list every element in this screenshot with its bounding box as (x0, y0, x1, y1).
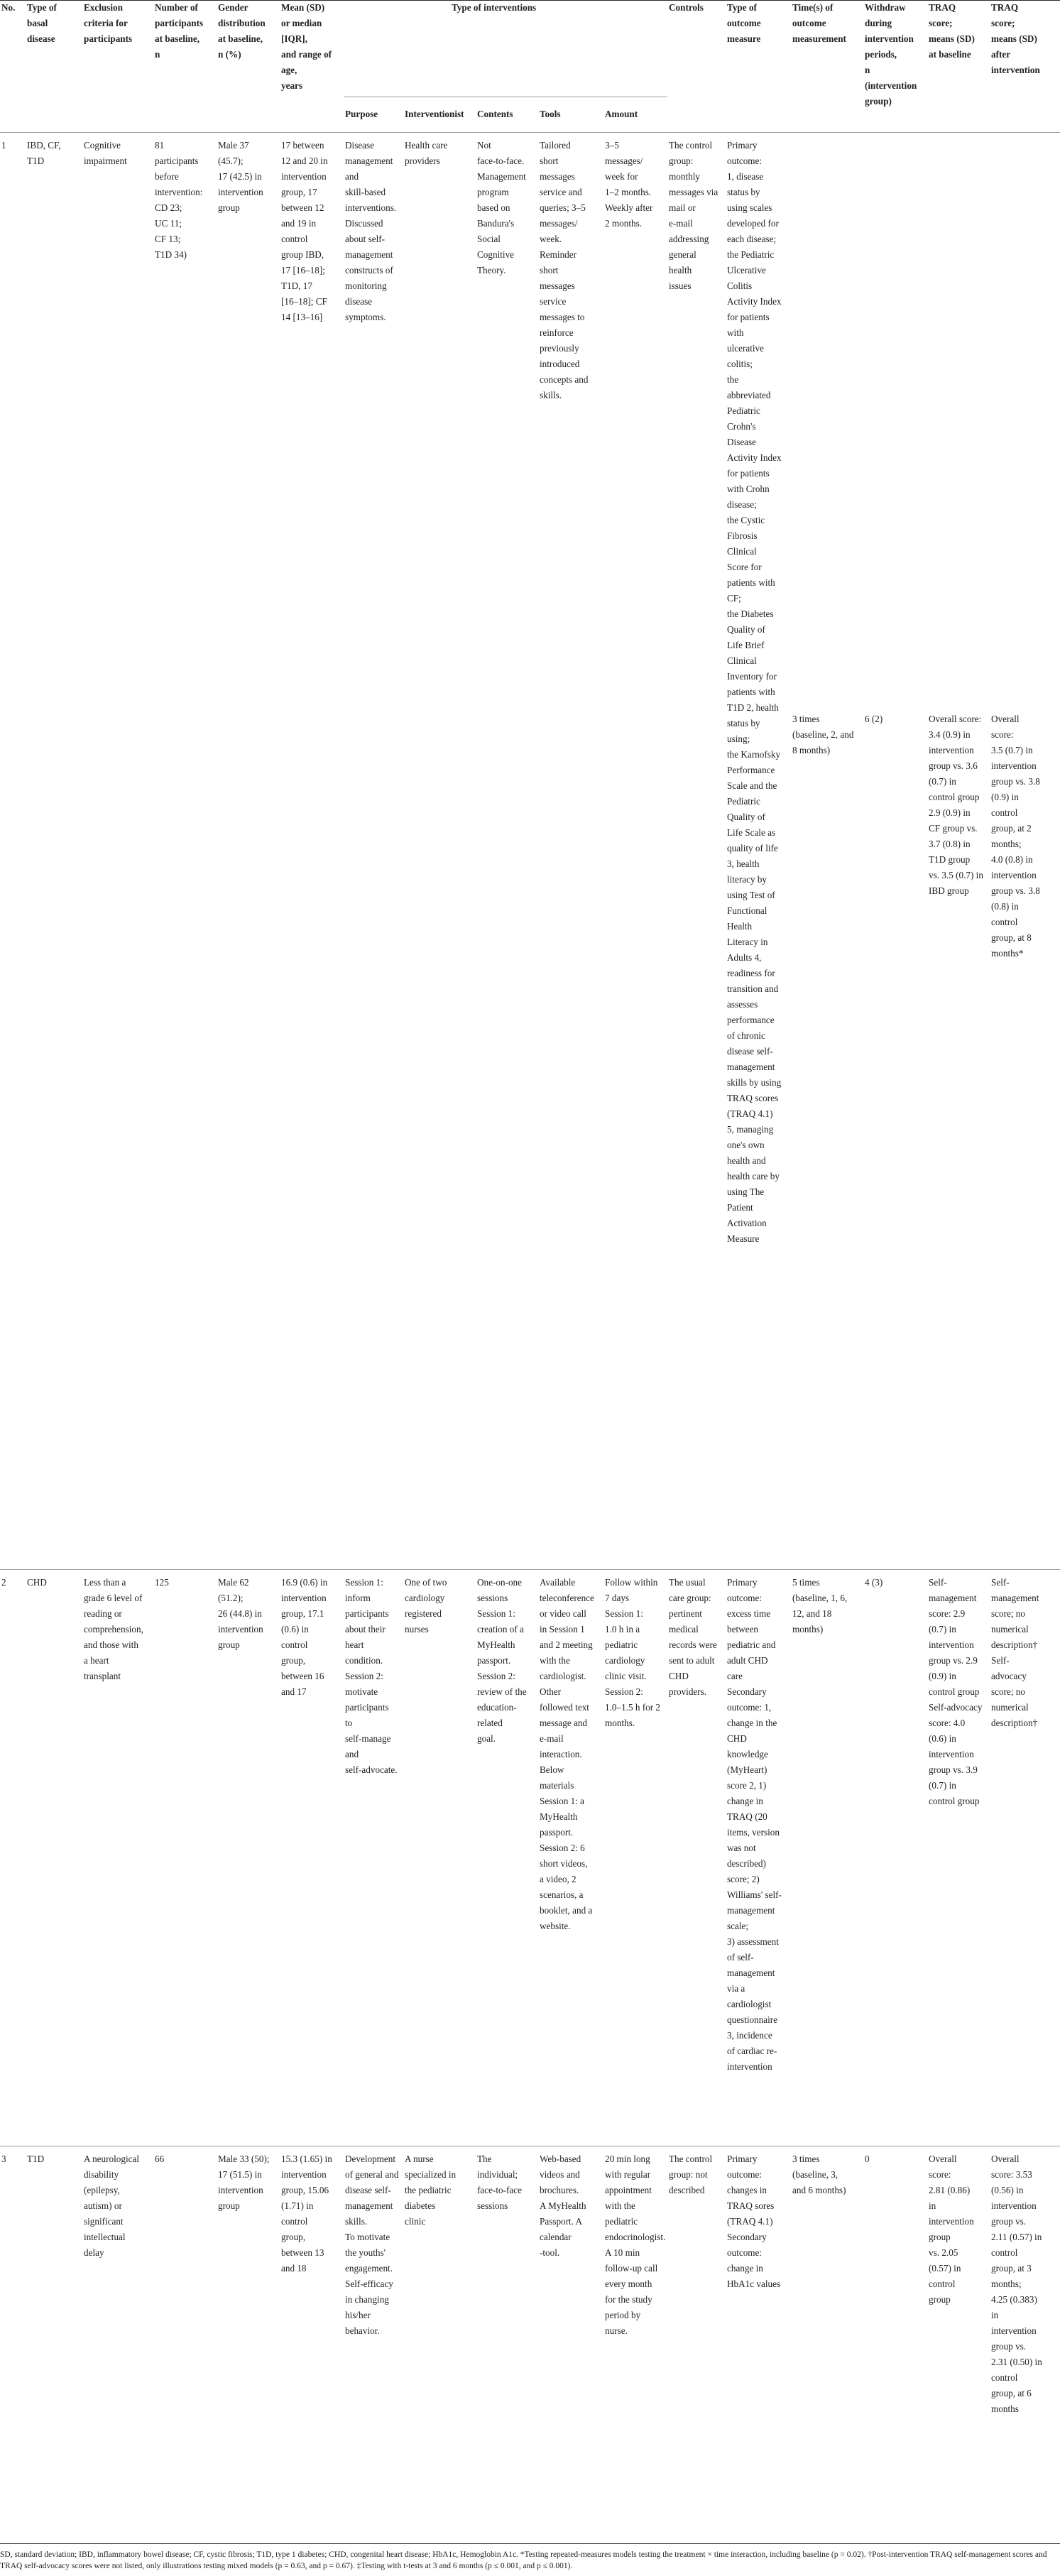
row3-amount: 20 min long with regular appointment with the pediatric endocrinologist. A 10 min follow-up call every month for the study period by nurse. (605, 2154, 666, 2336)
header-interventionist: Interventionist (405, 109, 464, 119)
row3-outcome: Primary outcome: changes in TRAQ sores (TRAQ 4.1) Secondary outcome: change in HbA1c values (727, 2154, 781, 2289)
row3-no: 3 (1, 2154, 6, 2164)
row3-contents: The individual; face-to-face sessions (477, 2154, 522, 2211)
header-controls: Controls (669, 2, 704, 13)
row1-bottom-rule (0, 1569, 1060, 1570)
header-outcome: Type of outcome measure (727, 2, 761, 44)
row2-purpose: Session 1: inform participants about their heart condition. Session 2: motivate participants to self-manage and self-advocate. (345, 1577, 398, 1775)
row2-traq-after: Self- management score; no numerical description† Self- advocacy score; no numerical description† (991, 1577, 1039, 1728)
row1-times: 3 times (baseline, 2, and 8 months) (792, 714, 854, 755)
row1-outcome: Primary outcome: 1, disease status by using scales developed for each disease; the Pediatric Ulcerative Colitis Activity Index for patients with ulcerative colitis; the abbreviated Pediatric Crohn's Disease Activity Index for patients with Crohn disease; the Cystic Fibrosis Clinical Score for patients with CF; the Diabetes Quality of Life Brief Clinical Inventory for patients with T1D 2, health status by using; the Karnofsky Performance Scale and the Pediatric Quality of Life Scale as quality of life 3, health literacy by using Test of Functional Health Literacy in Adults 4, readiness for transition and assesses performance of chronic disease self- management skills by using TRAQ scores (TRAQ 4.1) 5, managing one's own health and health care by using The Patient Activation Measure (727, 140, 782, 1244)
row1-age: 17 between 12 and 20 in intervention group, 17 between 12 and 19 in control group IBD, 17 [16–18]; T1D, 17 [16–18]; CF 14 [13–16] (281, 140, 328, 322)
row2-exclusion: Less than a grade 6 level of reading or comprehension, and those with a heart transplant (84, 1577, 143, 1681)
row1-traq-after: Overall score: 3.5 (0.7) in intervention group vs. 3.8 (0.9) in control group, at 2 months; 4.0 (0.8) in intervention group vs. 3.8 (0.8) in control group, at 8 months* (991, 714, 1040, 959)
row2-times: 5 times (baseline, 1, 6, 12, and 18 months) (792, 1577, 848, 1634)
row1-purpose: Disease management and skill-based interventions. Discussed about self- management constructs of monitoring disease symptoms. (345, 140, 397, 322)
row2-tools: Available teleconference or video call in Session 1 and 2 meeting with the cardiologist. Other followed text message and e-mail interaction. Below materials Session 1: a MyHealth passport. Session 2: 6 short videos, a video, 2 scenarios, a booklet, and a website. (540, 1577, 594, 1931)
row1-traq-baseline: Overall score: 3.4 (0.9) in intervention group vs. 3.6 (0.7) in control group 2.9 (0.9) in CF group vs. 3.7 (0.8) in T1D group vs. 3.5 (0.7) in IBD group (929, 714, 983, 896)
row1-gender: Male 37 (45.7); 17 (42.5) in intervention group (218, 140, 263, 213)
row1-controls: The control group: monthly messages via mail or e-mail addressing general health issues (669, 140, 718, 291)
row2-contents: One-on-one sessions Session 1: creation of a MyHealth passport. Session 2: review of the education- related goal. (477, 1577, 527, 1744)
header-withdraw: Withdraw during intervention periods, n (intervention group) (865, 2, 917, 107)
row3-exclusion: A neurological disability (epilepsy, autism) or significant intellectual delay (84, 2154, 140, 2258)
row3-participants: 66 (155, 2154, 165, 2164)
row1-withdraw: 6 (2) (865, 714, 883, 724)
row2-controls: The usual care group: pertinent medical records were sent to adult CHD providers. (669, 1577, 717, 1697)
header-no: No. (1, 2, 16, 13)
row2-gender: Male 62 (51.2); 26 (44.8) in intervention group (218, 1577, 263, 1650)
row1-contents: Not face-to-face. Management program based on Bandura's Social Cognitive Theory. (477, 140, 526, 275)
header-basal-disease: Type of basal disease (27, 2, 57, 44)
row3-withdraw: 0 (865, 2154, 870, 2164)
table-footnote (0, 2549, 1058, 2572)
header-age: Mean (SD) or median [IQR], and range of age, years (281, 2, 332, 91)
header-traq-after: TRAQ score; means (SD) after intervention (991, 2, 1040, 75)
row2-outcome: Primary outcome: excess time between pediatric and adult CHD care Secondary outcome: 1, change in the CHD knowledge (MyHeart) score 2, 1) change in TRAQ (20 items, version was not described) score; 2) Williams' self- management scale; 3) assessment of self- management via a cardiologist questionnaire 3, incidence of cardiac re- intervention (727, 1577, 782, 2072)
header-amount: Amount (605, 109, 638, 119)
row3-traq-after: Overall score: 3.53 (0.56) in intervention group vs. 2.11 (0.57) in control group, at 3 months; 4.25 (0.383) in intervention group vs. 2.31 (0.50) in control group, at 6 months (991, 2154, 1042, 2414)
row2-no: 2 (1, 1577, 6, 1588)
row3-controls: The control group: not described (669, 2154, 713, 2195)
row2-basal: CHD (27, 1577, 47, 1588)
row2-age: 16.9 (0.6) in intervention group, 17.1 (0.6) in control group, between 16 and 17 (281, 1577, 328, 1697)
row2-withdraw: 4 (3) (865, 1577, 883, 1588)
header-gender: Gender distribution at baseline, n (%) (218, 2, 266, 60)
header-participants: Number of participants at baseline, n (155, 2, 204, 60)
header-times: Time(s) of outcome measurement (792, 2, 846, 44)
row3-traq-baseline: Overall score: 2.81 (0.86) in intervention group vs. 2.05 (0.57) in control group (929, 2154, 974, 2305)
header-exclusion: Exclusion criteria for participants (84, 2, 133, 44)
row1-amount: 3–5 messages/ week for 1–2 months. Weekly after 2 months. (605, 140, 653, 229)
footnote-text: SD, standard deviation; IBD, inflammatory bowel disease; CF, cystic fibrosis; T1D, type 1 diabetes; CHD, congenital heart disease; HbA1c, Hemoglobin A1c. *Testing repeated-measures models testing the treatment × time interaction, including baseline (p = 0.02). †Post-intervention TRAQ self-management scores and TRAQ self-advocacy scores were not listed, only illustrations testing mixed models (p = 0.63, and p = 0.67). ‡Testing with t-tests at 3 and 6 months (p ≤ 0.001, and p ≤ 0.001). (0, 2550, 1047, 2570)
row3-purpose: Development of general and disease self- management skills. To motivate the youths' engagement. Self-efficacy in changing his/her behavior. (345, 2154, 399, 2336)
row3-tools: Web-based videos and brochures. A MyHealth Passport. A calendar -tool. (540, 2154, 586, 2258)
table-bottom-rule (0, 2543, 1060, 2544)
row1-no: 1 (1, 140, 6, 151)
row2-participants: 125 (155, 1577, 169, 1588)
row2-amount: Follow within 7 days Session 1: 1.0 h in a pediatric cardiology clinic visit. Session 2: 1.0–1.5 h for 2 months. (605, 1577, 661, 1728)
row2-traq-baseline: Self- management score: 2.9 (0.7) in intervention group vs. 2.9 (0.9) in control group Self-advocacy score: 4.0 (0.6) in intervention group vs. 3.9 (0.7) in control group (929, 1577, 983, 1806)
row3-interventionist: A nurse specialized in the pediatric diabetes clinic (405, 2154, 457, 2227)
row1-tools: Tailored short messages service and queries; 3–5 messages/ week. Reminder short messages service messages to reinforce previously introduced concepts and skills. (540, 140, 589, 400)
row3-gender: Male 33 (50); 17 (51.5) in intervention group (218, 2154, 270, 2211)
row3-age: 15.3 (1.65) in intervention group, 15.06 (1.71) in control group, between 13 and 18 (281, 2154, 332, 2274)
header-purpose: Purpose (345, 109, 378, 119)
row3-basal: T1D (27, 2154, 45, 2164)
header-tools: Tools (540, 109, 561, 119)
header-contents: Contents (477, 109, 513, 119)
header-type-of-interventions: Type of interventions (452, 2, 537, 13)
header-bottom-rule (0, 132, 1060, 133)
row1-interventionist: Health care providers (405, 140, 448, 166)
row1-basal: IBD, CF, T1D (27, 140, 61, 166)
row1-participants: 81 participants before intervention: CD 23; UC 11; CF 13; T1D 34) (155, 140, 203, 260)
header-traq-baseline: TRAQ score; means (SD) at baseline (929, 2, 975, 60)
row2-interventionist: One of two cardiology registered nurses (405, 1577, 447, 1634)
row3-times: 3 times (baseline, 3, and 6 months) (792, 2154, 846, 2195)
row1-exclusion: Cognitive impairment (84, 140, 127, 166)
